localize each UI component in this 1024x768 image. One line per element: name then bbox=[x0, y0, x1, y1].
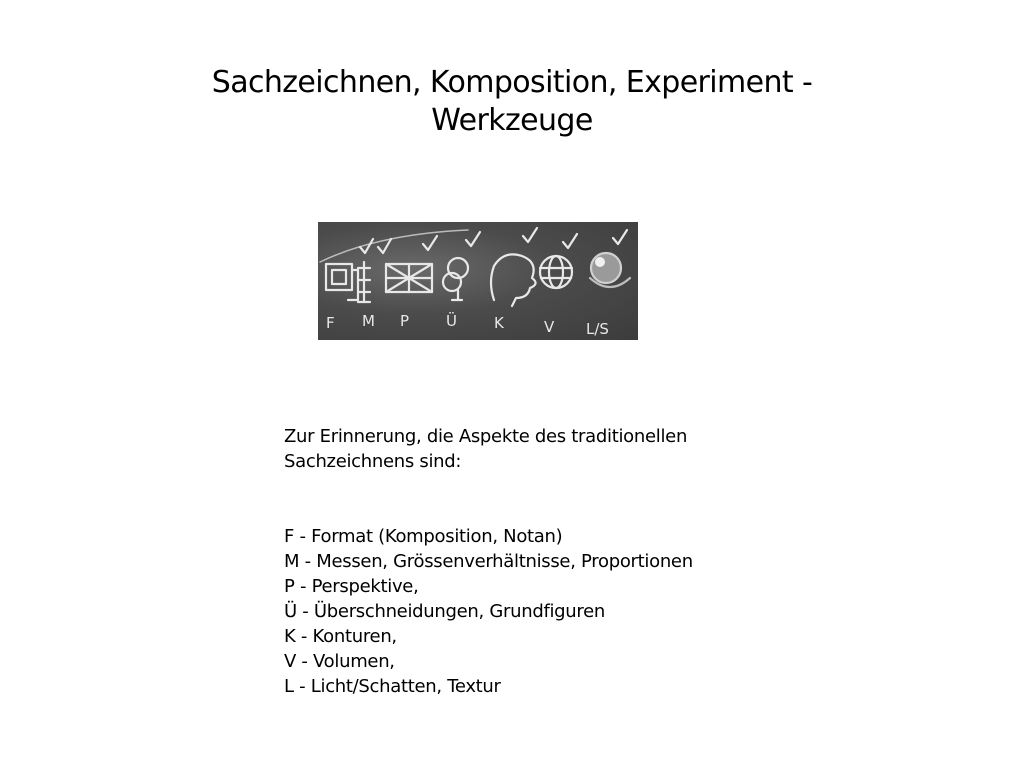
measure-drawing bbox=[358, 262, 370, 302]
chalkboard-image bbox=[318, 222, 638, 340]
overlap-drawing bbox=[443, 258, 468, 300]
slide-title bbox=[112, 64, 912, 140]
aspect-item-format: F - Format (Komposition, Notan) bbox=[284, 526, 563, 547]
check-mark-icon bbox=[423, 236, 437, 250]
chalk-letter-m: M bbox=[362, 312, 375, 330]
chalk-letter-ls: L/S bbox=[586, 320, 609, 338]
body-text bbox=[284, 424, 884, 699]
check-mark-icon bbox=[563, 234, 577, 248]
title-line-1: Sachzeichnen, Komposition, Experiment - bbox=[211, 65, 813, 100]
chalk-letter-v: V bbox=[544, 318, 555, 336]
aspect-item-volumen: V - Volumen, bbox=[284, 651, 395, 672]
intro-paragraph bbox=[284, 424, 884, 474]
chalk-letter-k: K bbox=[494, 314, 504, 332]
perspective-drawing bbox=[386, 264, 432, 292]
light-shadow-drawing bbox=[590, 253, 630, 287]
chalk-letter-ue: Ü bbox=[446, 312, 457, 330]
aspect-list bbox=[284, 524, 884, 699]
check-mark-icon bbox=[466, 232, 480, 246]
intro-line-2: Sachzeichnens sind: bbox=[284, 451, 462, 472]
title-line-2: Werkzeuge bbox=[431, 103, 593, 138]
volume-sphere-drawing bbox=[540, 256, 572, 288]
check-mark-icon bbox=[613, 230, 627, 244]
chalk-arc bbox=[320, 230, 468, 262]
intro-line-1: Zur Erinnerung, die Aspekte des traditionellen bbox=[284, 426, 688, 447]
aspect-item-messen: M - Messen, Grössenverhältnisse, Proportionen bbox=[284, 551, 693, 572]
chalk-letter-p: P bbox=[400, 312, 410, 330]
contour-head-drawing bbox=[491, 254, 536, 306]
chalk-drawing bbox=[318, 222, 638, 340]
aspect-item-ueberschneidungen: Ü - Überschneidungen, Grundfiguren bbox=[284, 601, 605, 622]
aspect-item-konturen: K - Konturen, bbox=[284, 626, 397, 647]
format-drawing bbox=[326, 264, 358, 300]
chalk-letter-f: F bbox=[326, 314, 335, 332]
aspect-item-perspektive: P - Perspektive, bbox=[284, 576, 419, 597]
check-mark-icon bbox=[523, 228, 537, 242]
aspect-item-licht-schatten: L - Licht/Schatten, Textur bbox=[284, 676, 501, 697]
